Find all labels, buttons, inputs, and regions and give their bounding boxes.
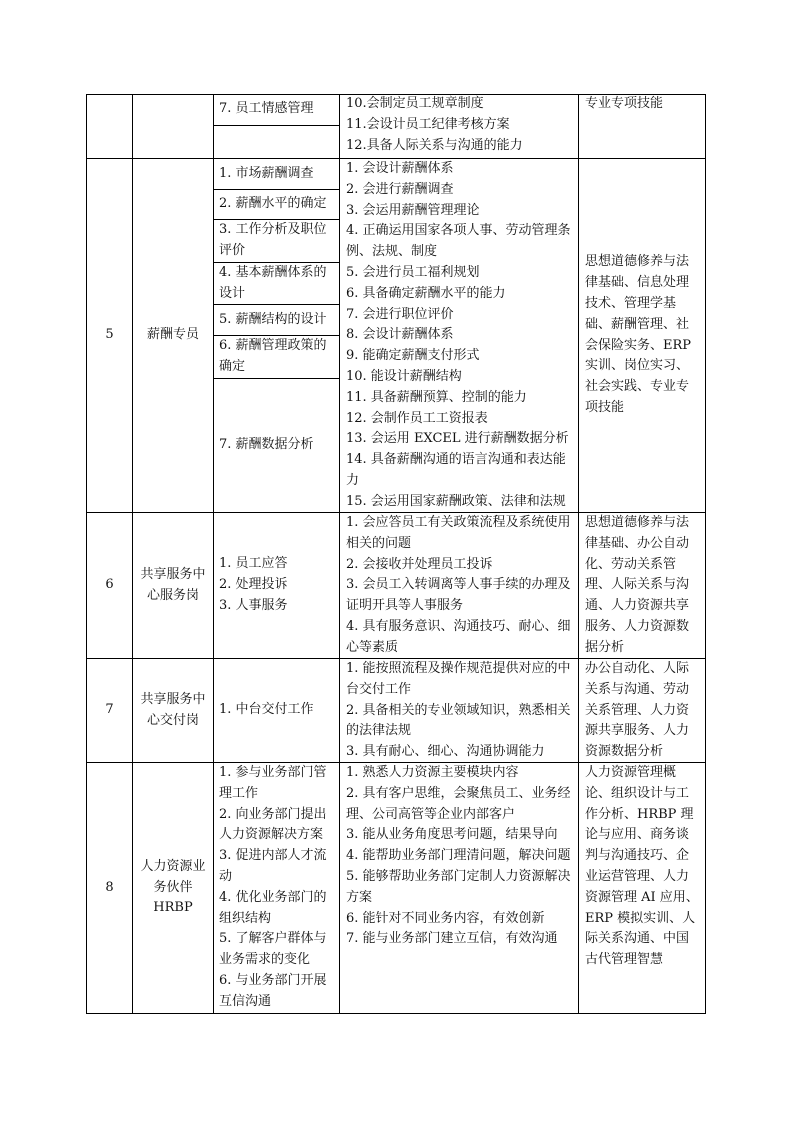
ability-item: 3. 具有耐心、细心、沟通协调能力 (346, 744, 545, 760)
ability-item: 8. 会设计薪酬体系 (346, 327, 454, 343)
ability-item: 11. 具备薪酬预算、控制的能力 (346, 389, 527, 405)
ability-item: 6. 能针对不同业务内容，有效创新 (346, 910, 545, 926)
row-number-text: 5 (105, 327, 114, 343)
row-number (87, 763, 132, 1013)
ability-item: 2. 会接收并处理员工投诉 (346, 556, 493, 572)
ability-cell (346, 159, 574, 513)
position-text: 共享服务中心交付岗 (140, 691, 206, 728)
row-number (87, 159, 132, 512)
task-item: 1. 参与业务部门管理工作 (219, 765, 327, 801)
task-cell (219, 263, 333, 304)
position-cell (140, 763, 206, 1013)
course-text: 思想道德修养与法律基础、信息处理技术、管理学基础、薪酬管理、社会保险实务、ERP 实训、岗位实习、社会实践、专业专项技能 (585, 254, 692, 415)
ability-cell (346, 659, 574, 763)
ability-item: 12. 会制作员工工资报表 (346, 410, 488, 426)
ability-item: 11.会设计员工纪律考核方案 (346, 116, 510, 132)
position-text: 薪酬专员 (146, 327, 199, 343)
task-item: 1. 员工应答 (219, 556, 288, 572)
ability-cell (346, 513, 574, 659)
course-cell (585, 513, 701, 659)
course-cell (585, 159, 701, 512)
course-cell (585, 659, 701, 763)
ability-item: 10.会制定员工规章制度 (346, 96, 484, 111)
ability-cell (346, 763, 574, 950)
ability-item: 1. 熟悉人力资源主要模块内容 (346, 765, 519, 780)
row-number (87, 659, 132, 762)
task-cell (219, 379, 337, 512)
ability-item: 1. 会应答员工有关政策流程及系统使用相关的问题 (346, 515, 571, 551)
task-cell (219, 659, 337, 762)
task-cell (219, 159, 337, 189)
row-number-text: 8 (105, 879, 114, 895)
ability-item: 3. 会员工入转调离等人事手续的办理及证明开具等人事服务 (346, 577, 571, 614)
position-cell (136, 159, 210, 512)
task-cell (219, 513, 337, 658)
ability-item: 10. 能设计薪酬结构 (346, 368, 462, 384)
task-cell (219, 190, 337, 219)
position-cell (140, 659, 206, 762)
ability-item: 5. 会进行员工福利规划 (346, 264, 480, 280)
position-text: 人力资源业务伙伴 HRBP (140, 858, 206, 916)
ability-item: 2. 具备相关的专业领域知识，熟悉相关的法律法规 (346, 702, 571, 739)
task-item: 7. 员工情感管理 (219, 101, 314, 117)
task-item: 3. 促进内部人才流动 (219, 848, 327, 884)
ability-item: 3. 会运用薪酬管理理论 (346, 202, 480, 218)
course-cell (585, 763, 701, 971)
course-text: 专业专项技能 (585, 96, 664, 111)
position-text: 共享服务中心服务岗 (140, 566, 206, 603)
task-cell (219, 94, 337, 125)
task-item: 3. 工作分析及职位评价 (219, 222, 327, 258)
position-cell (140, 513, 206, 658)
ability-item: 4. 能帮助业务部门理清问题，解决问题 (346, 848, 571, 864)
task-item: 1. 中台交付工作 (219, 702, 314, 718)
task-item: 3. 人事服务 (219, 597, 288, 613)
ability-item: 9. 能确定薪酬支付形式 (346, 348, 480, 364)
ability-item: 4. 具有服务意识、沟通技巧、耐心、细心等素质 (346, 618, 571, 655)
task-item: 4. 基本薪酬体系的设计 (219, 264, 327, 301)
ability-cell (346, 94, 574, 156)
ability-item: 6. 具备确定薪酬水平的能力 (346, 285, 506, 301)
task-item: 2. 向业务部门提出人力资源解决方案 (219, 806, 327, 843)
task-item: 2. 处理投诉 (219, 577, 288, 593)
task-item: 6. 薪酬管理政策的确定 (219, 338, 327, 374)
task-item: 1. 市场薪酬调查 (219, 165, 314, 181)
ability-item: 2. 会进行薪酬调查 (346, 181, 454, 197)
ability-item: 12.具备人际关系与沟通的能力 (346, 137, 523, 153)
task-cell (219, 763, 335, 1013)
task-item: 2. 薪酬水平的确定 (219, 196, 327, 212)
task-cell (219, 220, 333, 262)
task-item: 5. 薪酬结构的设计 (219, 311, 327, 327)
row-number-text: 6 (105, 577, 114, 593)
ability-item: 2. 具有客户思维，会聚焦员工、业务经理、公司高管等企业内部客户 (346, 785, 571, 822)
course-text: 思想道德修养与法律基础、办公自动化、劳动关系管理、人际关系与沟通、人力资源共享服务、人力资源数据分析 (585, 515, 690, 655)
task-item: 6. 与业务部门开展互信沟通 (219, 972, 327, 1009)
ability-item: 13. 会运用 EXCEL 进行薪酬数据分析 (346, 431, 569, 447)
course-text: 办公自动化、人际关系与沟通、劳动关系管理、人力资源共享服务、人力资源数据分析 (585, 661, 690, 760)
ability-item: 1. 会设计薪酬体系 (346, 161, 454, 176)
task-item: 4. 优化业务部门的组织结构 (219, 889, 327, 926)
task-cell (219, 305, 337, 335)
ability-item: 3. 能从业务角度思考问题，结果导向 (346, 827, 558, 843)
row-number (87, 513, 132, 658)
course-cell (585, 94, 701, 115)
ability-item: 7. 能与业务部门建立互信，有效沟通 (346, 931, 558, 947)
ability-item: 15. 会运用国家薪酬政策、法律和法规 (346, 493, 566, 509)
ability-item: 4. 正确运用国家各项人事、劳动管理条例、法规、制度 (346, 223, 571, 260)
course-text: 人力资源管理概论、组织设计与工作分析、HRBP 理论与应用、商务谈判与沟通技巧、企业运营管理、人力资源管理 AI 应用、ERP 模拟实训、人际关系沟通、中国古代管理智慧 (585, 765, 699, 968)
ability-item: 1. 能按照流程及操作规范提供对应的中台交付工作 (346, 661, 571, 697)
task-cell (219, 336, 333, 378)
row-number-text: 7 (105, 702, 114, 718)
ability-item: 14. 具备薪酬沟通的语言沟通和表达能力 (346, 452, 566, 488)
ability-item: 7. 会进行职位评价 (346, 306, 454, 322)
task-item: 5. 了解客户群体与业务需求的变化 (219, 931, 327, 968)
task-item: 7. 薪酬数据分析 (219, 437, 314, 453)
ability-item: 5. 能够帮助业务部门定制人力资源解决方案 (346, 868, 571, 905)
